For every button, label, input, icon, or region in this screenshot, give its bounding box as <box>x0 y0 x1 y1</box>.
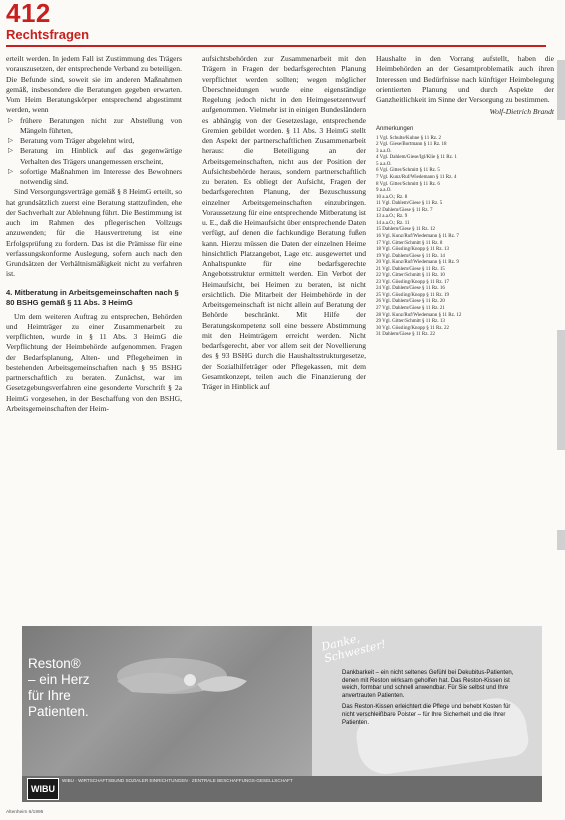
slogan-line: – ein Herz <box>28 672 90 687</box>
footnote: 21 Vgl. Dahlem/Giese § 11 Rz. 15 <box>376 266 445 272</box>
footnote: 29 Vgl. Gitter/Schmitt § 11 Rz. 13 <box>376 319 445 325</box>
wibu-logo: WIBU <box>27 778 59 800</box>
footnote: 5 a.a.O. <box>376 161 392 167</box>
bullet-item: ▷ frühere Beratungen nicht zur Abstellung von Mängeln führten, <box>20 116 182 137</box>
footnote: 20 Vgl. Kunz/Ruf/Wiedemann § 11 Rz. 9 <box>376 260 459 266</box>
advertisement <box>22 626 542 802</box>
footnote: 19 Vgl. Dahlem/Giese § 11 Rz. 14 <box>376 253 445 259</box>
footnote: 15 Dahlem/Giese § 11 Rz. 12 <box>376 227 435 233</box>
ad-paragraph: Dankbarkeit – ein nicht seltenes Gefühl bei Dekubitus-Patienten, denen mit Reston wirksam geholfen hat. Das Reston-Kissen ist weich, formbar und schnell anwendbar. Für Sie selbst und Ihre anvertrauten Patienten. <box>342 670 514 699</box>
footnotes-heading: Anmerkungen <box>376 125 414 132</box>
footnote: 30 Vgl. Gössling/Knopp § 11 Rz. 22 <box>376 325 450 331</box>
text-column-3 <box>376 54 554 339</box>
footnote: 10 a.a.O.; Rz. 8 <box>376 194 408 200</box>
paragraph: erteilt werden. In jedem Fall ist Zustimmung des Trägers vorauszusetzen, der entsprechende Verband zu beteiligen. Die Befunde sind, soweit sie im anderen Maßnahmen gemäß, insbesondere die Beratungen gegeben erwarten. Vom Heim Beratungskörper entsprechend abgestimmt werden, wenn <box>6 54 182 115</box>
section-heading: 4. Mitberatung in Arbeitsgemeinschaften nach § 80 BSHG gemäß § 11 Abs. 3 HeimG <box>6 287 179 307</box>
edge-tab <box>557 530 565 550</box>
footnote: 27 Vgl. Dahlem/Giese § 11 Rz. 21 <box>376 305 445 311</box>
paragraph: Um dem weiteren Auftrag zu entsprechen, Behörden und Heimträger zu einer Zusammenarbeit zu verpflichten, wurde in § 11 Abs. 3 HeimG die Verpflichtung der Heimbehörde aufgenommen. Fragen der Bedarfsplanung, Alten- und Pflegeheimen in bestehenden Arbeitsgemeinschaften nach § 95 BSHG partnerschaftlich zu beraten. Zunächst, war im Gesetzgebungsverfahren eine gesonderte Vorschrift § 2a HeimG vorgesehen, in der Beschaffung von den BSHG, Arbeitsgemeinschaften der Heim- <box>6 311 182 413</box>
footnote: 23 Vgl. Gössling/Knopp § 11 Rz. 17 <box>376 279 450 285</box>
ad-footer: WIBU · WIRTSCHAFTSBUND SOZIALER EINRICHTUNGEN · ZENTRALE BESCHAFFUNGS-GESELLSCHAFT <box>62 778 293 783</box>
slogan-line: Reston® <box>28 656 81 671</box>
footnote: 17 Vgl. Gitter/Schmitt § 11 Rz. 8 <box>376 240 443 246</box>
text-column-2 <box>202 54 366 392</box>
bullet-item: ▷ Beratung im Hinblick auf das gegenwärtige Verhalten des Trägers unangemessen erscheint, <box>20 146 182 167</box>
footnote: 9 a.a.O. <box>376 188 392 194</box>
footnote: 1 Vgl. Schulte/Kuhne § 11 Rz. 2 <box>376 135 441 141</box>
footnote: 6 Vgl. Gitter/Schmitt § 11 Rz. 5 <box>376 168 440 174</box>
author-signature: Wolf-Dietrich Brandt <box>489 107 554 117</box>
footnote: 31 Dahlem/Giese § 11 Rz. 22 <box>376 332 435 338</box>
footnote: 7 Vgl. Kunz/Ruf/Wiedemann § 11 Rz. 4 <box>376 175 457 181</box>
footnote: 8 Vgl. Gitter/Schmitt § 11 Rz. 6 <box>376 181 440 187</box>
page-footer: Altenheim 6/1995 <box>6 810 44 815</box>
footnotes-list <box>376 136 554 339</box>
text-column-1 <box>6 54 182 414</box>
edge-tab <box>557 60 565 120</box>
section-rubric: Rechtsfragen <box>6 27 90 42</box>
footnote: 3 a.a.O. <box>376 148 392 154</box>
paragraph: aufsichtsbehörden zur Zusammenarbeit mit den Trägern in Fragen der bedarfsgerechten Planung verpflichtet werden sollten; wegen möglicher Überschneidungen wurde eine eigenständige Regelung jedoch nicht in den Heimgesetzentwurf aufgenommen. Vielmehr ist in einigen Bundesländern es abhängig von der Gesetzeslage, entsprechende Gremien gebildet worden. § 11 Abs. 3 HeimG stellt den Aspekt der partnerschaftlichen Zusammenarbeit heraus: die Beteiligung an der Arbeitsgemeinschaften, nicht aus der Position der Aufsichtsbehörde heraus, sondern partnerschaftlich zu beraten. Es obliegt der Aufsicht, Fragen der bedarfsgerechten Planung, der Bezuschussung einzelner Arbeitsgemeinschaften einzubringen. Voraussetzung für eine entsprechende Mitberatung ist u. E., daß die Heimaufsicht über entsprechende Daten verfügt, auf denen die fachkundige Beratung fußen kann. Hierzu müssen die Daten der einzelnen Heime hinsichtlich Platzangebot, Lage etc. ausgewertet und Anhaltspunkte für eine bedarfsgerechte Angebotsstruktur ermittelt werden. Ein Verbot der Heimaufsicht, bei Heimen zu beraten, ist nicht ersichtlich. Die Mitarbeit der Heimbehörde in der Arbeitsgemeinschaft ist nicht allein auf Beratung der Behörde beschränkt. Mit Hilfe der Beratungskompetenz soll eine bessere Abstimmung mit den Heimträgern erreicht werden. Nicht bedarfsgerecht, aber vor allem seit der Novellierung des § 93 BSHG durch die Haushaltsstrukturgesetze, der Sozialhilfeträger oder Pflegekassen, mit dem Gesamtkonzept, teilen auch die Finanzierung der Träger in Hinblick auf <box>202 54 366 391</box>
ad-script-text: Danke, Schwester! <box>320 631 388 666</box>
footnote: 16 Vgl. Kunz/Ruf/Wiedemann § 11 Rz. 7 <box>376 233 459 239</box>
header-rule <box>6 45 546 47</box>
footnote: 18 Vgl. Gössling/Knopp § 11 Rz. 13 <box>376 247 450 253</box>
slogan-line: für Ihre <box>28 688 71 703</box>
footnote: 11 Vgl. Dahlem/Giese § 11 Rz. 5 <box>376 201 443 207</box>
footnote: 4 Vgl. Dahlem/Giese/Igl/Klie § 11 Rz. 1 <box>376 155 457 161</box>
page-number: 412 <box>6 0 51 28</box>
ad-copy <box>342 670 522 731</box>
bullet-item: ▷ sofortige Maßnahmen im Interesse des Bewohners notwendig sind. <box>20 167 182 188</box>
footnote: 12 Dahlem/Giese § 11 Rz. 7 <box>376 207 433 213</box>
footnote: 2 Vgl. Giese/Bortmann § 11 Rz. 18 <box>376 142 447 148</box>
footnote: 26 Vgl. Dahlem/Giese § 11 Rz. 20 <box>376 299 445 305</box>
footnote: 24 Vgl. Dahlem/Giese § 11 Rz. 16 <box>376 286 445 292</box>
slogan-line: Patienten. <box>28 704 89 719</box>
edge-tab <box>557 330 565 450</box>
footnote: 13 a.a.O.; Rz. 9 <box>376 214 408 220</box>
footnote: 28 Vgl. Kunz/Ruf/Wiedemann § 11 Rz. 12 <box>376 312 462 318</box>
paragraph: Haushalte in den Vorrang aufstellt, haben die Heimbehörden an der Gesamtproblematik auch ihren Interessen und Bedürfnisse nach künftiger Heimbelegung orientierten Planung und durch Aspekte der Ganzheitlichkeit im Sinne der Versorgung zu bestimmen. <box>376 54 554 104</box>
ad-paragraph: Das Reston-Kissen erleichtert die Pflege und behebt Kosten für nicht verschleißbare Polster – für Ihre Sicherheit und die Ihrer Patienten. <box>342 704 511 726</box>
ad-slogan <box>28 656 90 720</box>
paragraph: Sind Versorgungsverträge gemäß § 8 HeimG erteilt, so hat grundsätzlich zuerst eine Beratung stattzufinden, ehe der Sachverhalt zur Ablehnung führt. Die Bestimmung ist auch im Rahmen des pflegerischen Vollzugs anzuwenden; für die Hausvertretung ist eine Erfolgsprüfung zu fordern. Das ist die Prämisse für eine verfassungskonforme Auslegung, sofern auch nach den Grundsätzen der Verhältnismäßigkeit nicht zu verfahren ist. <box>6 187 182 279</box>
footnote: 14 a.a.O.; Rz. 11 <box>376 220 410 226</box>
bullet-list <box>6 116 182 188</box>
bullet-item: ▷ Beratung vom Träger abgelehnt wird, <box>20 136 182 146</box>
footnote: 22 Vgl. Gitter/Schmitt § 11 Rz. 10 <box>376 273 445 279</box>
footnote: 25 Vgl. Gössling/Knopp § 11 Rz. 19 <box>376 292 450 298</box>
